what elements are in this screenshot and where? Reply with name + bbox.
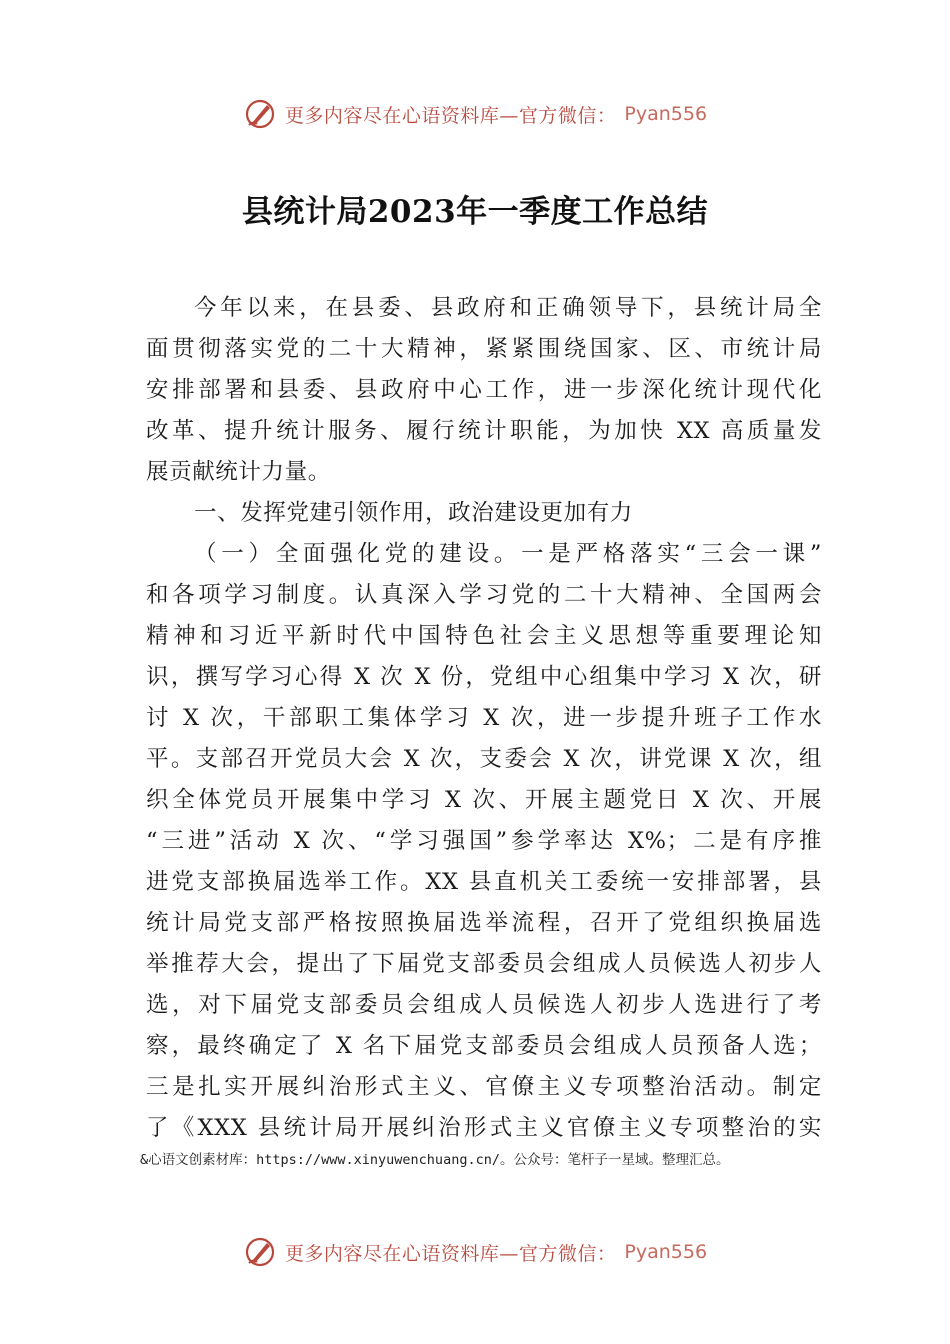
paragraph-line: 展贡献统计力量。 [146, 459, 331, 485]
paragraph-line: 改革、提升统计服务、履行统计职能，为加快 XX 高质量发 [146, 418, 822, 444]
source-note: &心语文创素材库：https://www.xinyuwenchuang.cn/。公众号：笔杆子一星域。整理汇总。 [140, 1152, 730, 1168]
banner-text: 更多内容尽在心语资料库—官方微信： [284, 1242, 617, 1265]
paragraph-line: 安排部署和县委、县政府中心工作，进一步深化统计现代化 [146, 377, 822, 403]
paragraph-line: 选，对下届党支部委员会组成人员候选人初步人选进行了考 [146, 992, 822, 1018]
wechat-id: Pyan556 [624, 103, 708, 125]
footer-banner [0, 1232, 950, 1272]
paragraph-line: 统计局党支部严格按照换届选举流程，召开了党组织换届选 [146, 910, 822, 936]
paragraph-line: 织全体党员开展集中学习 X 次、开展主题党日 X 次、开展 [146, 787, 822, 813]
page-title: 县统计局2023年一季度工作总结 [241, 194, 709, 230]
quill-pen-icon [243, 1235, 277, 1269]
section-heading: 一、发挥党建引领作用，政治建设更加有力 [194, 500, 633, 526]
paragraph-line: 识，撰写学习心得 X 次 X 份，党组中心组集中学习 X 次，研 [146, 664, 822, 690]
document-body [146, 288, 822, 1149]
paragraph-line: 精神和习近平新时代中国特色社会主义思想等重要理论知 [146, 623, 822, 649]
header-banner [0, 94, 950, 134]
paragraph-line: 了《XXX 县统计局开展纠治形式主义官僚主义专项整治的实 [146, 1115, 822, 1141]
paragraph-line: （一）全面强化党的建设。一是严格落实“三会一课” [194, 541, 822, 567]
paragraph-line: 面贯彻落实党的二十大精神，紧紧围绕国家、区、市统计局 [146, 336, 822, 362]
paragraph-line: 进党支部换届选举工作。XX 县直机关工委统一安排部署，县 [146, 869, 822, 895]
paragraph-line: 今年以来，在县委、县政府和正确领导下，县统计局全 [194, 295, 822, 321]
paragraph-line: 察，最终确定了 X 名下届党支部委员会组成人员预备人选； [146, 1033, 822, 1059]
paragraph-line: 三是扎实开展纠治形式主义、官僚主义专项整治活动。制定 [146, 1074, 822, 1100]
paragraph-line: 讨 X 次，干部职工集体学习 X 次，进一步提升班子工作水 [146, 705, 822, 731]
paragraph-line: 和各项学习制度。认真深入学习党的二十大精神、全国两会 [146, 582, 822, 608]
banner-text: 更多内容尽在心语资料库—官方微信： [284, 104, 617, 127]
quill-pen-icon [243, 97, 277, 131]
wechat-id: Pyan556 [624, 1241, 708, 1263]
paragraph-line: 平。支部召开党员大会 X 次，支委会 X 次，讲党课 X 次，组 [146, 746, 822, 772]
paragraph-line: “三进”活动 X 次、“学习强国”参学率达 X%；二是有序推 [146, 828, 822, 854]
paragraph-line: 举推荐大会，提出了下届党支部委员会组成人员候选人初步人 [146, 951, 822, 977]
